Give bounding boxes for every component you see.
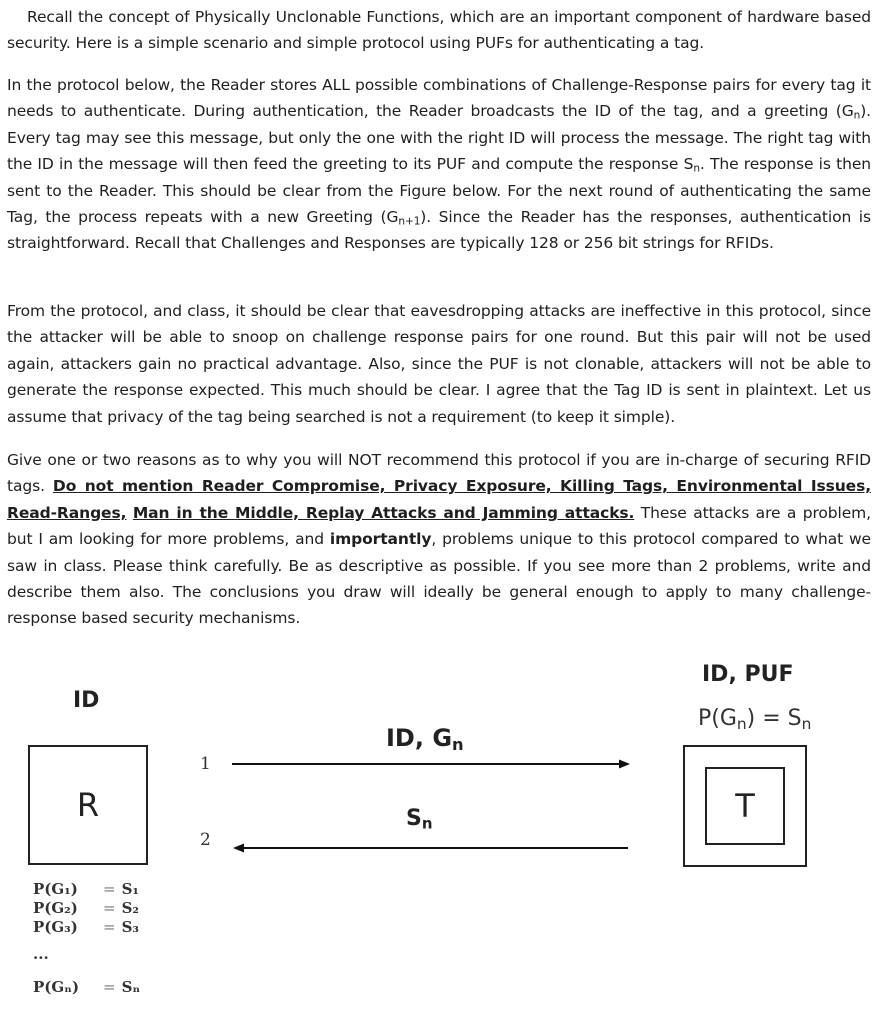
intro-paragraph: Recall the concept of Physically Unclonable Functions, which are an important component of hardware based security. Here is a simple scenario and simple protocol using PUFs for authenticating a tag.: [7, 8, 871, 53]
tag-box-label: T: [735, 787, 755, 825]
crp-challenge: P(G₂): [33, 899, 78, 917]
crp-row: [33, 899, 140, 918]
protocol-sub-2: n: [693, 162, 700, 175]
crp-equals: =: [103, 899, 116, 917]
msg1-text: ID, G: [386, 724, 453, 752]
question-text-b: These attacks are a problem, but I am looking for more problems, and: [7, 503, 871, 549]
msg2-text: S: [406, 806, 422, 831]
tag-eq-part-b: ) = S: [746, 706, 802, 731]
crp-challenge: P(G₃): [33, 918, 78, 936]
crp-challenge: P(G₁): [33, 880, 78, 898]
tag-eq-sub-2: n: [801, 714, 812, 733]
tag-eq-part-a: P(G: [698, 706, 737, 731]
protocol-text-a: In the protocol below, the Reader stores ALL possible combinations of Challenge-Response pairs for every tag it needs to authenticate. During authentication, the Reader broadcasts the ID of the tag, and a greeting (G: [7, 76, 871, 121]
excluded-list-1: Do not mention Reader Compromise, Privacy Exposure, Killing Tags, Environmental Issues, Read-Ranges,: [7, 477, 871, 522]
excluded-list-2: Man in the Middle, Replay Attacks and Jamming attacks.: [132, 503, 635, 522]
crp-response: S₂: [121, 899, 139, 917]
crp-equals: =: [103, 918, 116, 936]
step-1-number: 1: [200, 754, 211, 774]
msg1-sub: n: [452, 735, 464, 755]
reader-box-label: R: [76, 786, 100, 824]
crp-response: Sₙ: [121, 978, 141, 996]
question-text-a: Give one or two reasons as to why you will NOT recommend this protocol if you are in-charge of securing RFID tags.: [7, 451, 871, 496]
crp-equals: =: [103, 880, 116, 898]
msg2-sub: n: [421, 814, 433, 833]
protocol-text-c: . The response is then sent to the Reader. This should be clear from the Figure below. For the next round of authenticating the same Tag, the process repeats with a new Greeting (G: [7, 155, 871, 227]
protocol-sub-1: n: [853, 110, 861, 123]
step-2-number: 2: [200, 830, 211, 850]
protocol-text-d: ). Since the Reader has the responses, authentication is straightforward. Recall that Challenges and Responses are typically 128 or 256 bit strings for RFIDs.: [7, 208, 871, 253]
crp-challenge: P(Gₙ): [33, 978, 80, 996]
crp-response: S₁: [121, 880, 139, 898]
eavesdrop-paragraph: From the protocol, and class, it should be clear that eavesdropping attacks are ineffective in this protocol, since the attacker will be able to snoop on challenge response pairs for one round. But this pair will not be used again, attackers gain no practical advantage. Also, since the PUF is not clonable, attackers will not be able to generate the response expected. This much should be clear. I agree that the Tag ID is sent in plaintext. Let us assume that privacy of the tag being searched is not a requirement (to keep it simple).: [7, 302, 871, 426]
tag-eq-sub-1: n: [736, 714, 747, 733]
tag-id-puf-label: ID, PUF: [702, 662, 794, 687]
crp-equals: =: [103, 978, 116, 996]
protocol-sub-3: n+1: [398, 215, 421, 228]
arrow-head-left: [233, 844, 244, 853]
question-text-c: , problems unique to this protocol compared to what we saw in class. Please think carefully. Be as descriptive as possible. If you see more than 2 problems, write and describe them also. The conclusions you draw will ideally be general enough to apply to many challenge-response based security mechanisms.: [7, 530, 871, 628]
arrow-head-right: [619, 760, 630, 769]
challenge-response-table: [33, 880, 140, 997]
protocol-text-b: ). Every tag may see this message, but only the one with the right ID will process the message. The right tag with the ID in the message will then feed the greeting to its PUF and compute the response S: [7, 102, 871, 174]
crp-row: [33, 918, 140, 937]
reader-id-label: ID: [73, 688, 100, 713]
crp-row: [33, 880, 140, 899]
crp-response: S₃: [121, 918, 139, 936]
crp-row-last: [33, 978, 140, 997]
crp-ellipsis: ...: [33, 945, 49, 963]
emphasis-importantly: importantly: [329, 530, 432, 549]
